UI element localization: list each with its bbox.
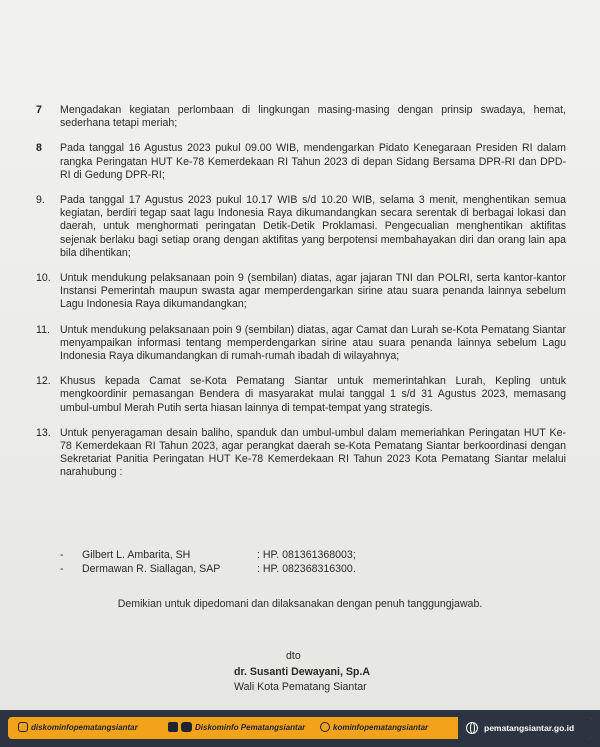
list-item — [36, 427, 566, 480]
list-item — [36, 142, 566, 182]
contact-name: Gilbert L. Ambarita, SH — [82, 549, 191, 561]
signer-title: Wali Kota Pematang Siantar — [234, 681, 367, 693]
item-number: 8 — [36, 142, 42, 155]
list-item — [36, 194, 566, 260]
item-number: 13. — [36, 426, 51, 439]
contact-row — [60, 562, 540, 576]
youtube-icon — [181, 722, 192, 732]
social-bar — [8, 717, 592, 739]
instagram-handle: diskominfopematangsiantar — [31, 723, 138, 732]
footer — [0, 710, 600, 747]
contact-list — [60, 548, 540, 576]
item-number: 11. — [36, 323, 50, 336]
item-text: Untuk mendukung pelaksanaan poin 9 (sembilan) diatas, agar jajaran TNI dan POLRI, serta kantor-kantor Instansi Pemerintah maupun swasta agar memperdengarkan sirine atau suara penanda lainnya sebelum Lagu Indonesia Raya dikumandangkan; — [60, 272, 566, 311]
bullet-dash: - — [60, 563, 64, 575]
item-text: Untuk mendukung pelaksanaan poin 9 (sembilan) diatas, agar Camat dan Lurah se-Kota Pematang Siantar menyampaikan informasi tentang memperdengarkan sirine atau suara penanda lainnya sebelum Lagu Indonesia Raya dikumandangkan di rumah-rumah ibadah di wilayahnya; — [60, 323, 566, 363]
instruction-list — [36, 104, 566, 492]
instagram-link[interactable] — [18, 722, 138, 734]
item-text: Untuk penyeragaman desain baliho, spanduk dan umbul-umbul dalam memeriahkan Peringatan HUT Ke-78 Kemerdekaan RI Tahun 2023, agar perangkat daerah se-Kota Pematang Siantar berkoordinasi dengan Sekretariat Panitia Peringatan HUT Ke-78 Kemerdekaan RI Tahun 2023 Kota Pematang Siantar melalui narahubung : — [60, 426, 566, 479]
contact-row — [60, 548, 540, 562]
facebook-youtube-link[interactable] — [168, 722, 305, 734]
contact-phone: : HP. 082368316300. — [257, 563, 356, 575]
website-link[interactable] — [458, 717, 592, 739]
item-number: 12. — [36, 375, 51, 388]
list-item — [36, 375, 566, 415]
item-number: 10. — [36, 272, 51, 285]
dto-mark: dto — [286, 650, 301, 662]
list-item — [36, 272, 566, 312]
bullet-dash: - — [60, 549, 64, 561]
closing-statement: Demikian untuk dipedomani dan dilaksanakan dengan penuh tanggungjawab. — [117, 598, 483, 610]
item-text: Mengadakan kegiatan perlombaan di lingkungan masing-masing dengan prinsip swadaya, hemat, sederhana tetapi meriah; — [60, 104, 566, 130]
list-item — [36, 104, 566, 130]
tiktok-icon — [320, 722, 330, 732]
instagram-icon — [18, 722, 28, 732]
tiktok-link[interactable] — [320, 722, 428, 734]
item-number: 9. — [36, 194, 45, 207]
item-text: Pada tanggal 17 Agustus 2023 pukul 10.17 WIB s/d 10.20 WIB, selama 3 menit, menghentikan semua kegiatan, berdiri tegap saat lagu Indonesia Raya dikumandangkan secara serentak di berbagai lokasi dan daerah, untuk menghormati peringatan Detik-Detik Proklamasi. Pengecualian menghentikan aktifitas sejenak berlaku bagi setiap orang dengan aktifitas yang berpotensi membahayakan diri dan orang lain apa bila dihentikan; — [60, 194, 566, 259]
contact-phone: : HP. 081361368003; — [257, 549, 356, 561]
website-url: pematangsiantar.go.id — [484, 723, 575, 733]
contact-name: Dermawan R. Siallagan, SAP — [82, 563, 221, 575]
list-item — [36, 324, 566, 364]
globe-icon — [466, 722, 478, 734]
signer-name: dr. Susanti Dewayani, Sp.A — [234, 666, 370, 678]
tiktok-handle: kominfopematangsiantar — [333, 723, 429, 732]
facebook-youtube-handle: Diskominfo Pematangsiantar — [195, 723, 306, 732]
facebook-icon — [168, 722, 178, 732]
item-number: 7 — [36, 104, 42, 116]
item-text: Khusus kepada Camat se-Kota Pematang Siantar untuk memerintahkan Lurah, Kepling untuk mengkoordinir pemasangan Bendera di masyarakat mulai tanggal 1 s/d 31 Agustus 2023, memasang umbul-umbul Merah Putih serta hiasan lainnya di tempat-tempat yang strategis. — [60, 375, 566, 414]
item-text: Pada tanggal 16 Agustus 2023 pukul 09.00 WIB, mendengarkan Pidato Kenegaraan Presiden RI dalam rangka Peringatan HUT Ke-78 Kemerdekaan RI Tahun 2023 di depan Sidang Bersama DPR-RI dan DPD-RI di Gedung DPR-RI; — [60, 142, 566, 181]
